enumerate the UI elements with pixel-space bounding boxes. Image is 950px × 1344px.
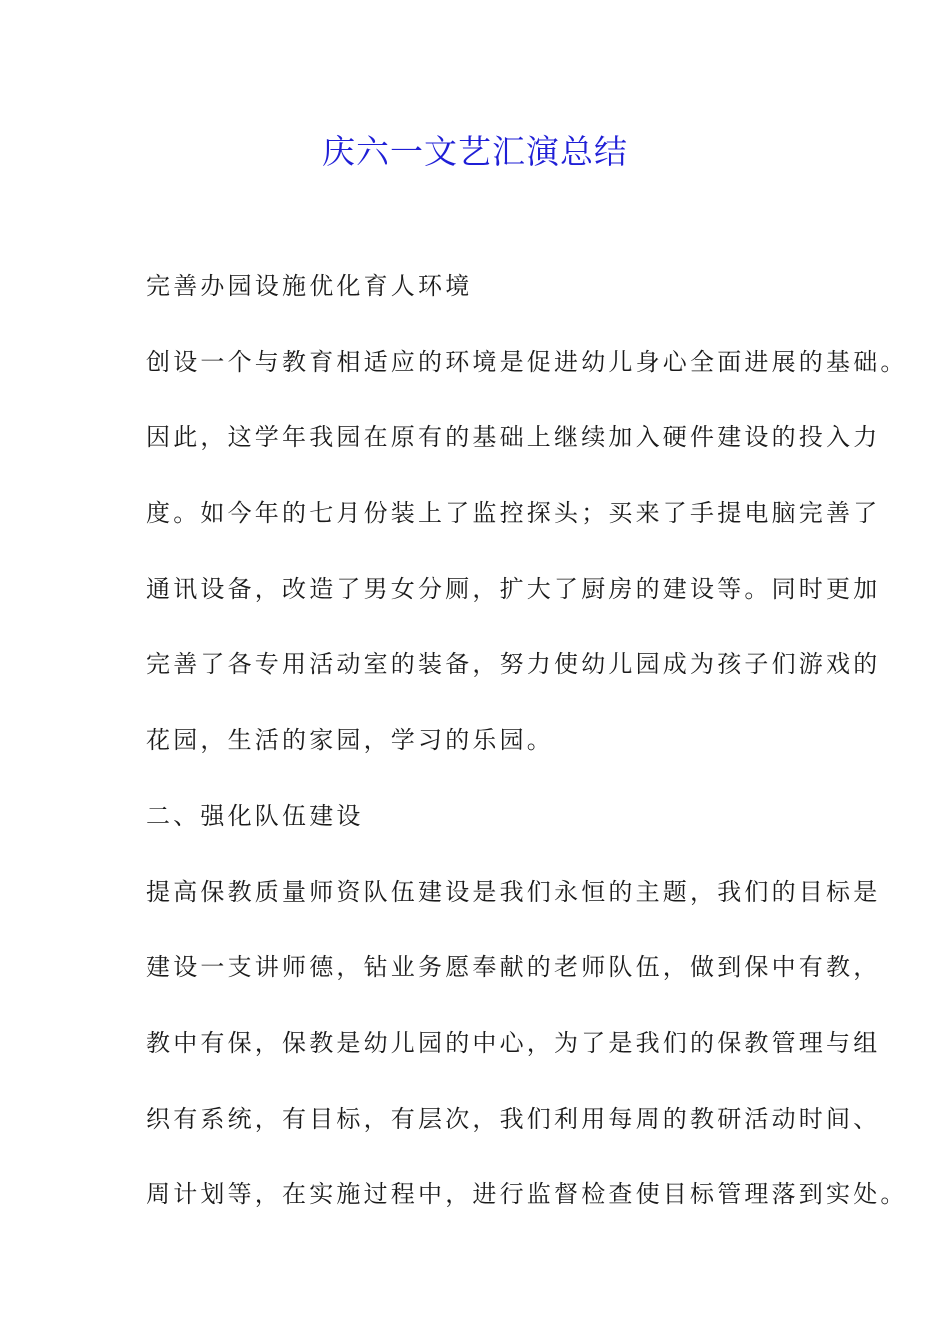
section-heading-facilities: 完善办园设施优化育人环境: [146, 272, 473, 300]
paragraph-line: 织有系统，有目标，有层次，我们利用每周的教研活动时间、: [146, 1104, 881, 1133]
paragraph-line: 完善了各专用活动室的装备，努力使幼儿园成为孩子们游戏的: [146, 650, 881, 679]
paragraph-line: 通讯设备，改造了男女分厕，扩大了厨房的建设等。同时更加: [146, 574, 881, 603]
paragraph-line: 提高保教质量师资队伍建设是我们永恒的主题，我们的目标是: [146, 877, 881, 906]
document-title: 庆六一文艺汇演总结: [322, 132, 628, 171]
paragraph-line: 建设一支讲师德，钻业务愿奉献的老师队伍，做到保中有教，: [146, 953, 881, 982]
paragraph-line: 度。如今年的七月份装上了监控探头；买来了手提电脑完善了: [146, 499, 881, 528]
document-body: [146, 262, 908, 1246]
paragraph-line: 教中有保，保教是幼儿园的中心，为了是我们的保教管理与组: [146, 1028, 881, 1057]
paragraph-line: 因此，这学年我园在原有的基础上继续加入硬件建设的投入力: [146, 423, 881, 452]
paragraph-line: 周计划等，在实施过程中，进行监督检查使目标管理落到实处。: [146, 1180, 908, 1209]
paragraph-line: 创设一个与教育相适应的环境是促进幼儿身心全面进展的基础。: [146, 347, 908, 376]
section-heading-team: 二、强化队伍建设: [146, 801, 364, 830]
paragraph-line: 花园，生活的家园，学习的乐园。: [146, 726, 554, 755]
